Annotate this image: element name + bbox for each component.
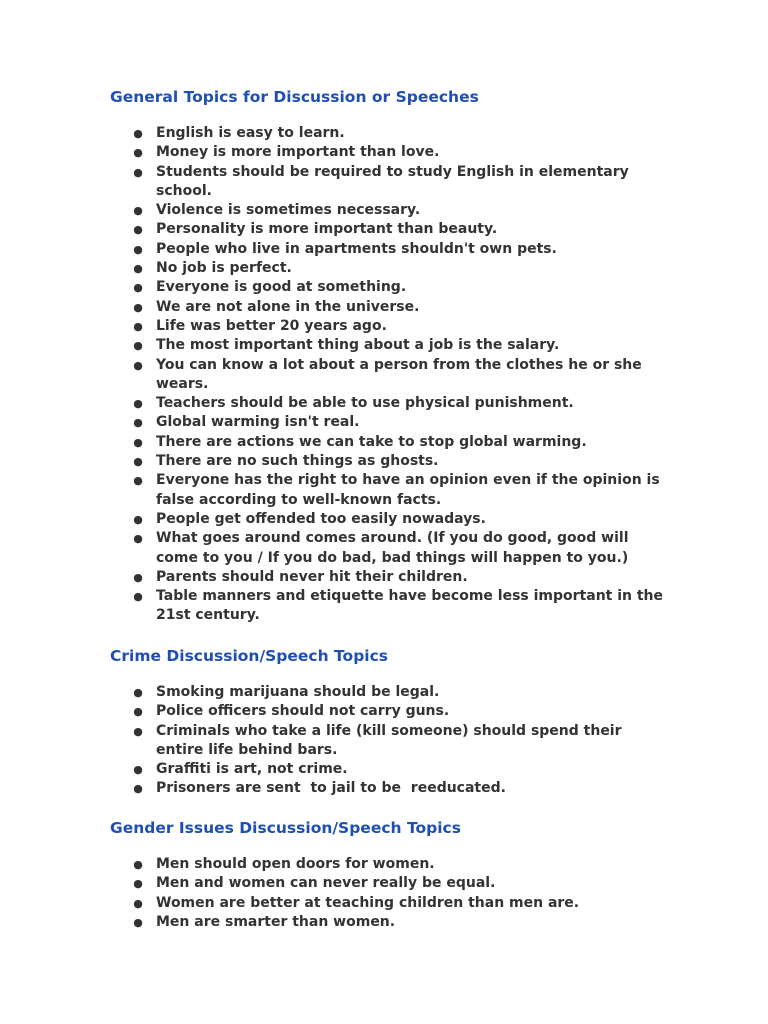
list-item <box>132 779 672 798</box>
list-item <box>132 336 672 355</box>
bullet-icon: ● <box>133 339 143 353</box>
list-item <box>132 894 672 913</box>
bullet-icon: ● <box>133 570 143 584</box>
list-item <box>132 760 672 779</box>
list-item <box>132 722 672 761</box>
bullet-icon: ● <box>133 724 143 738</box>
list-item <box>132 317 672 336</box>
bullet-icon: ● <box>133 474 143 488</box>
bullet-list <box>132 124 672 626</box>
list-item-text: Men are smarter than women. <box>156 913 396 930</box>
list-item <box>132 913 672 932</box>
bullet-icon: ● <box>133 435 143 449</box>
list-item-text: Life was better 20 years ago. <box>156 317 387 334</box>
list-item <box>132 278 672 297</box>
bullet-icon: ● <box>133 242 143 256</box>
list-item <box>132 413 672 432</box>
list-item <box>132 874 672 893</box>
bullet-icon: ● <box>133 319 143 333</box>
list-item-text: Men should open doors for women. <box>156 856 435 872</box>
section-title: Crime Discussion/Speech Topics <box>110 647 389 665</box>
list-item <box>132 587 672 626</box>
bullet-icon: ● <box>133 223 143 237</box>
list-item <box>132 220 672 239</box>
bullet-icon: ● <box>133 204 143 218</box>
list-item-text: Criminals who take a life (kill someone) should spend their entire life behind bars. <box>156 722 627 758</box>
list-item <box>132 510 672 529</box>
list-item-text: Table manners and etiquette have become less important in the 21st century. <box>156 588 668 624</box>
list-item <box>132 201 672 220</box>
list-item-text: You can know a lot about a person from the clothes he or she wears. <box>156 356 647 392</box>
list-item-text: Money is more important than love. <box>156 144 440 161</box>
section-crime-topics <box>110 646 670 797</box>
list-item-text: Police officers should not carry guns. <box>156 703 450 720</box>
bullet-list <box>132 683 672 799</box>
list-item-text: There are actions we can take to stop global warming. <box>156 433 587 450</box>
bullet-icon: ● <box>133 512 143 526</box>
bullet-icon: ● <box>133 896 143 910</box>
list-item-text: Parents should never hit their children. <box>156 568 468 585</box>
list-item-text: Everyone is good at something. <box>156 279 407 296</box>
section-general-topics <box>110 87 670 624</box>
bullet-icon: ● <box>133 877 143 891</box>
list-item-text: There are no such things as ghosts. <box>156 453 439 470</box>
bullet-icon: ● <box>133 455 143 469</box>
list-item-text: Personality is more important than beauty. <box>156 221 498 238</box>
list-item-text: Violence is sometimes necessary. <box>156 202 421 219</box>
list-item <box>132 683 672 702</box>
list-item-text: We are not alone in the universe. <box>156 298 420 315</box>
list-item-text: Prisoners are sent to jail to be reeducated. <box>156 780 506 797</box>
list-item <box>132 433 672 452</box>
bullet-icon: ● <box>133 165 143 179</box>
list-item <box>132 298 672 317</box>
bullet-icon: ● <box>133 397 143 411</box>
list-item <box>132 702 672 721</box>
list-item-text: Smoking marijuana should be legal. <box>156 684 440 700</box>
list-item <box>132 163 672 202</box>
section-gender-topics <box>110 818 670 930</box>
list-item-text: People get offended too easily nowadays. <box>156 510 486 527</box>
list-item-text: Everyone has the right to have an opinion even if the opinion is false according to well-known facts. <box>156 472 665 508</box>
bullet-icon: ● <box>133 686 143 699</box>
list-item-text: Students should be required to study English in elementary school. <box>156 163 634 199</box>
bullet-icon: ● <box>133 590 143 604</box>
list-item <box>132 240 672 259</box>
list-item-text: Global warming isn't real. <box>156 414 360 431</box>
list-item-text: Women are better at teaching children than men are. <box>156 894 580 911</box>
list-item <box>132 394 672 413</box>
bullet-icon: ● <box>133 705 143 719</box>
bullet-icon: ● <box>133 300 143 314</box>
list-item <box>132 452 672 471</box>
bullet-icon: ● <box>133 915 143 929</box>
bullet-icon: ● <box>133 281 143 295</box>
bullet-icon: ● <box>133 146 143 160</box>
list-item <box>132 568 672 587</box>
list-item-text: Teachers should be able to use physical punishment. <box>156 395 574 412</box>
list-item-text: The most important thing about a job is the salary. <box>156 337 560 354</box>
bullet-icon: ● <box>133 858 143 871</box>
bullet-list <box>132 855 672 932</box>
bullet-icon: ● <box>133 416 143 430</box>
list-item-text: What goes around comes around. (If you do good, good will come to you / If you do bad, bad things will happen to you.) <box>156 530 634 566</box>
list-item <box>132 259 672 278</box>
list-item <box>132 124 672 143</box>
list-item <box>132 143 672 162</box>
bullet-icon: ● <box>133 262 143 276</box>
list-item <box>132 855 672 874</box>
section-title: General Topics for Discussion or Speeches <box>110 88 479 106</box>
bullet-icon: ● <box>133 763 143 777</box>
list-item <box>132 356 672 395</box>
bullet-icon: ● <box>133 358 143 372</box>
list-item-text: People who live in apartments shouldn't own pets. <box>156 240 557 257</box>
bullet-icon: ● <box>133 127 143 140</box>
list-item-text: English is easy to learn. <box>156 125 345 141</box>
bullet-icon: ● <box>133 532 143 546</box>
list-item-text: Men and women can never really be equal. <box>156 875 496 892</box>
list-item <box>132 471 672 510</box>
list-item-text: Graffiti is art, not crime. <box>156 761 348 778</box>
list-item <box>132 529 672 568</box>
bullet-icon: ● <box>133 782 143 796</box>
list-item-text: No job is perfect. <box>156 260 292 277</box>
section-title: Gender Issues Discussion/Speech Topics <box>110 819 461 837</box>
